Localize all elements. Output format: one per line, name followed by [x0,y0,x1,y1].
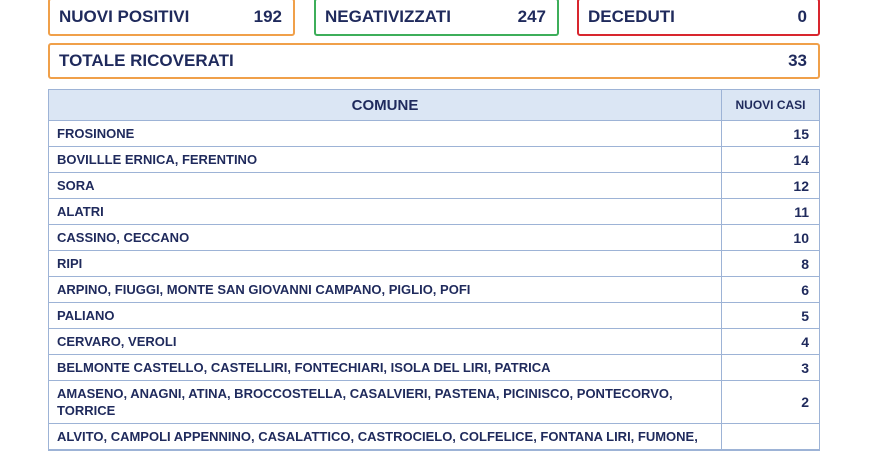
table-header [49,90,819,121]
header-nuovi-casi: NUOVI CASI [735,98,806,112]
table-row [49,121,819,147]
comune-cell: BELMONTE CASTELLO, CASTELLIRI, FONTECHIARI, ISOLA DEL LIRI, PATRICA [49,355,722,380]
comune-cell: AMASENO, ANAGNI, ATINA, BROCCOSTELLA, CASALVIERI, PASTENA, PICINISCO, PONTECORVO, TORRICE [49,381,722,423]
nuovi-casi-cell: 11 [794,203,809,220]
comune-cell: PALIANO [49,303,722,328]
comune-cell: ARPINO, FIUGGI, MONTE SAN GIOVANNI CAMPANO, PIGLIO, POFI [49,277,722,302]
comune-cell: RIPI [49,251,722,276]
nuovi-casi-cell: 2 [801,394,809,410]
nuovi-casi-cell: 14 [793,151,809,168]
table-row [49,381,819,424]
table-row [49,225,819,251]
comune-cell: FROSINONE [49,121,722,146]
deceduti-value: 0 [797,7,807,26]
table-row [49,424,819,450]
deceduti-label: DECEDUTI [588,7,675,26]
comuni-table [48,89,820,451]
table-row [49,199,819,225]
comune-cell: ALATRI [49,199,722,224]
comune-cell: CASSINO, CECCANO [49,225,722,250]
nuovi-casi-cell: 4 [801,333,809,350]
comune-cell: ALVITO, CAMPOLI APPENNINO, CASALATTICO, CASTROCIELO, COLFELICE, FONTANA LIRI, FUMONE, [49,424,722,449]
header-comune: COMUNE [49,90,722,120]
nuovi-casi-cell: 15 [793,125,809,142]
nuovi-casi-cell: 12 [793,177,809,194]
table-row [49,355,819,381]
nuovi-positivi-value: 192 [253,7,282,26]
nuovi-casi-cell: 5 [801,307,809,324]
table-row [49,277,819,303]
nuovi-casi-cell: 3 [801,359,809,376]
totale-ricoverati-label: TOTALE RICOVERATI [59,51,234,70]
negativizzati-value: 247 [517,7,546,26]
totale-ricoverati-box [48,43,820,79]
nuovi-positivi-box [48,0,295,36]
comune-cell: CERVARO, VEROLI [49,329,722,354]
table-row [49,303,819,329]
table-row [49,147,819,173]
nuovi-casi-cell: 8 [801,255,809,272]
totale-ricoverati-value: 33 [788,51,807,70]
nuovi-casi-cell: 10 [793,229,809,246]
deceduti-box [577,0,820,36]
nuovi-positivi-label: NUOVI POSITIVI [59,7,190,26]
nuovi-casi-cell: 6 [801,281,809,298]
table-row [49,173,819,199]
comune-cell: BOVILLLE ERNICA, FERENTINO [49,147,722,172]
nuovi-casi-cell [722,424,819,449]
negativizzati-box [314,0,559,36]
table-row [49,251,819,277]
comune-cell: SORA [49,173,722,198]
table-row [49,329,819,355]
table-body [49,121,819,450]
negativizzati-label: NEGATIVIZZATI [325,7,451,26]
